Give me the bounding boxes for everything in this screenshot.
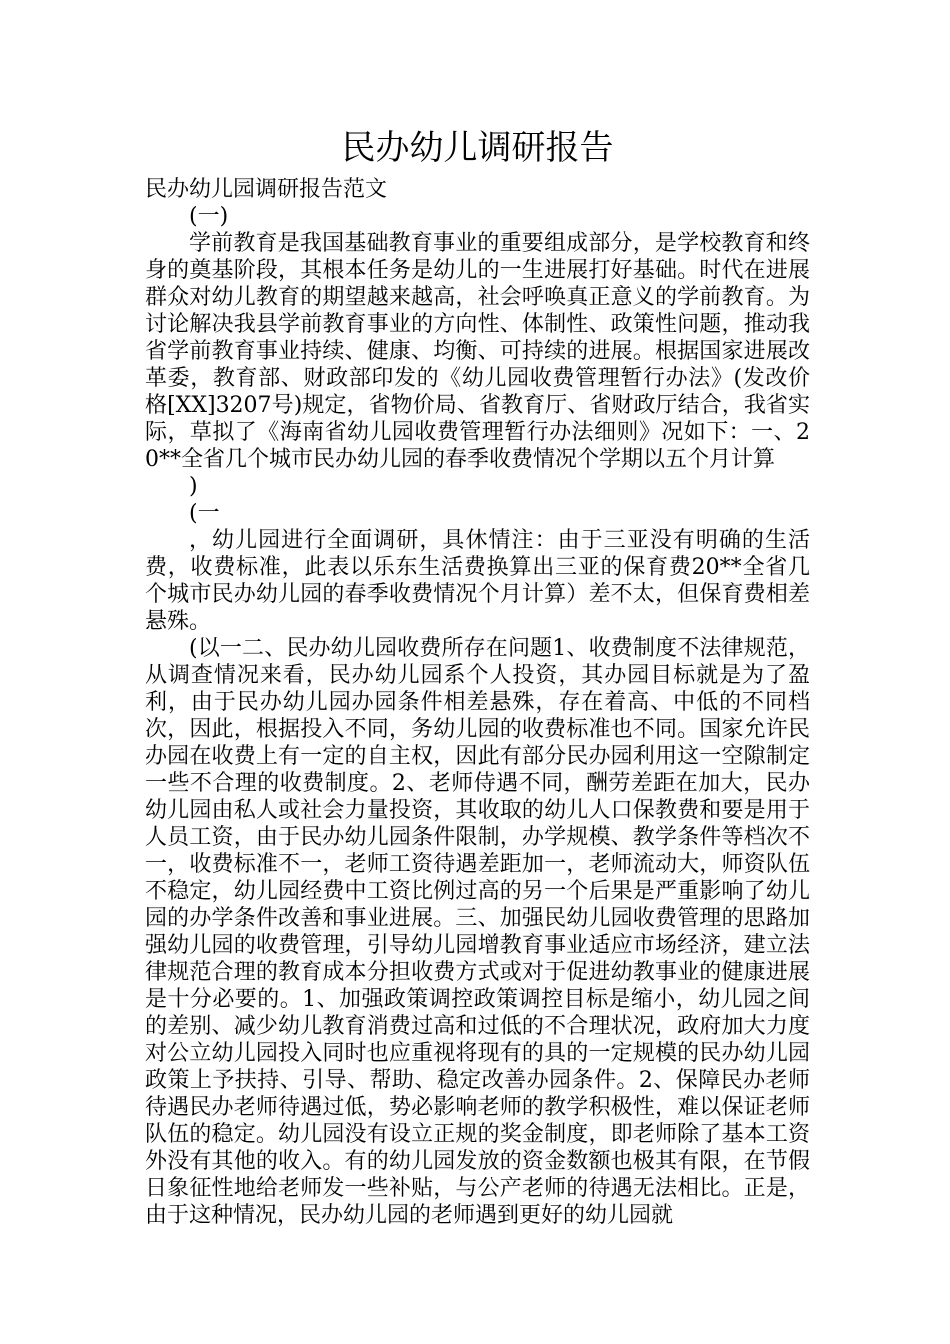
paragraph-intro: 学前教育是我国基础教育事业的重要组成部分，是学校教育和终身的奠基阶段，其根本任务是幼儿的一生进展打好基础。时代在进展群众对幼儿教育的期望越来越高，社会呼唤真正意义的学前教育。为讨论解决我县学前教育事业的方向性、体制性、政策性问题，推动我省学前教育事业持续、健康、均衡、可持续的进展。根据国家进展改革委，教育部、财政部印发的《幼儿园收费管理暂行办法》(发改价格[XX]3207号)规定，省物价局、省教育厅、省财政厅结合，我省实际，草拟了《海南省幼儿园收费管理暂行办法细则》况如下：一、20**全省几个城市民办幼儿园的春季收费情况个学期以五个月计算	[145, 231, 810, 472]
section-marker-1: (一)	[189, 204, 229, 229]
document-subtitle: 民办幼儿园调研报告范文	[145, 177, 388, 202]
section-marker-3: (一	[189, 501, 220, 526]
section-marker-2: )	[189, 474, 198, 499]
paragraph-problems: (以一二、民办幼儿园收费所存在问题1、收费制度不法律规范，从调查情况来看，民办幼儿园系个人投资，其办园目标就是为了盈利，由于民办幼儿园办园条件相差悬殊，存在着高、中低的不同档次，因此，根据投入不同，务幼儿园的收费标准也不同。国家允许民办园在收费上有一定的自主权，因此有部分民办园利用这一空隙制定一些不合理的收费制度。2、老师侍遇不同，酬劳差距在加大，民办幼儿园由私人或社会力量投资，其收取的幼儿人口保教费和要是用于人员工资，由于民办幼儿园条件限制，办学规模、教学条件等档次不一，收费标准不一，老师工资待遇差距加一，老师流动大，师资队伍不稳定，幼儿园经费中工资比例过高的另一个后果是严重影响了幼儿园的办学条件改善和事业进展。三、加强民幼儿园收费管理的思路加强幼儿园的收费管理，引导幼儿园增教育事业适应市场经济，建立法律规范合理的教育成本分担收费方式或对于促进幼教事业的健康进展是十分必要的。1、加强政策调控政策调控目标是缩小，幼儿园之间的差别、减少幼儿教育消费过高和过低的不合理状况，政府加大力度对公立幼儿园投入同时也应重视将现有的具的一定规模的民办幼儿园政策上予扶持、引导、帮助、稳定改善办园条件。2、保障民办老师待遇民办老师待遇过低，势必影响老师的教学积极性，难以保证老师队伍的稳定。幼儿园没有设立正规的奖金制度，即老师除了基本工资外没有其他的收入。有的幼儿园发放的资金数额也极其有限，在节假日象征性地给老师发一些补贴，与公产老师的待遇无法相比。正是，由于这种情况，民办幼儿园的老师遇到更好的幼儿园就	[145, 636, 810, 1228]
document-page	[145, 120, 810, 1229]
document-title: 民办幼儿调研报告	[341, 128, 614, 168]
paragraph-survey: ，幼儿园进行全面调研，具休情注：由于三亚没有明确的生活费，收费标准，此表以乐东生活费换算出三亚的保育费20**全省几个城市民办幼儿园的春季收费情况个月计算）差不太，但保育费相差悬殊。	[145, 528, 810, 634]
